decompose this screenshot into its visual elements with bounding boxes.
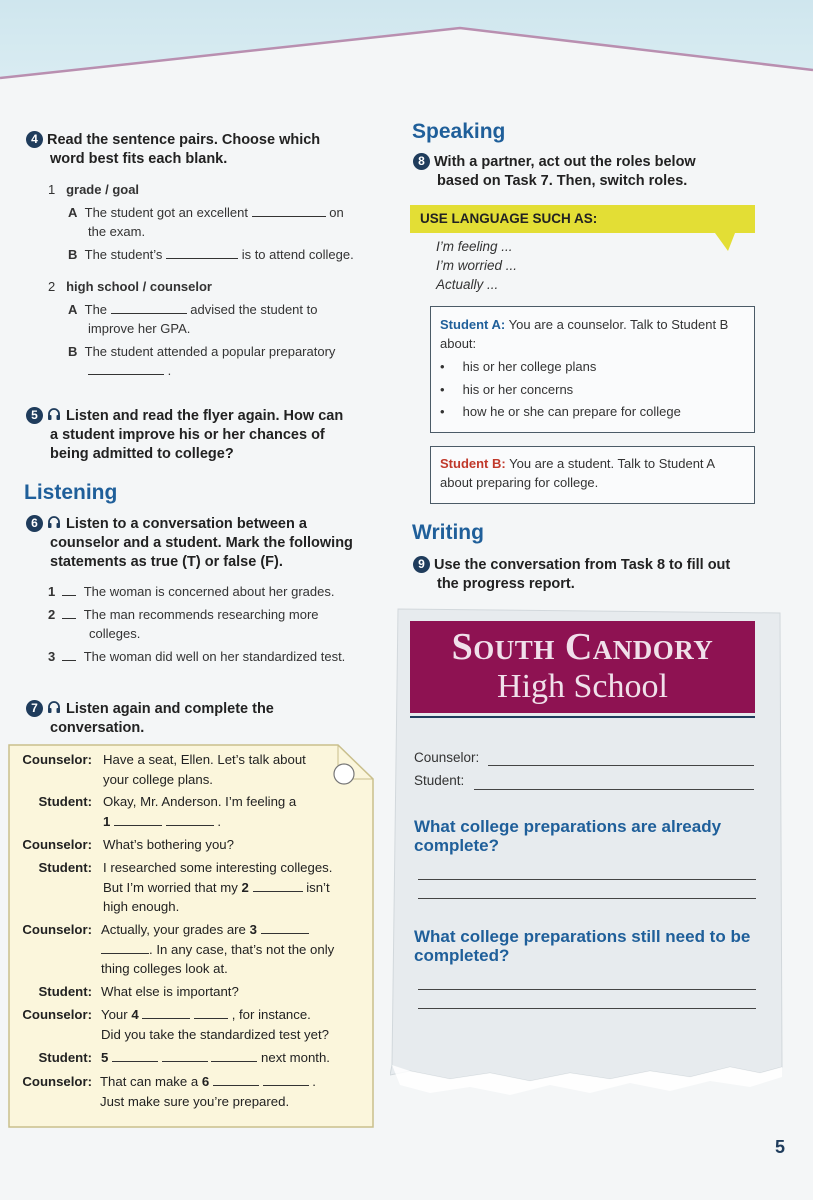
counselor-field[interactable]	[488, 765, 754, 766]
answer-blank[interactable]	[213, 1073, 259, 1086]
student-a-bullet: • how he or she can prepare for college	[440, 404, 681, 419]
task7-number-badge: 7	[26, 700, 43, 717]
textbook-page: 4 Read the sentence pairs. Choose which word best fits each blank. 1 grade / goal A The student got an excellent on the exam. B The student’s is to attend college. 2 high school / counselor A The advised the student to improve her GPA. B The student attended a popular preparatory . 5 Listen and read the flyer again. How can a student improve his or her chances of being admitted to college? Listening 6 Listen to a conversation between a counselor and a student. Mark the following statements as true (T) or false (F). 1 The woman is concerned about her grades. 2 The man recommends researching more colleges. 3 The woman did well on her standardized test. 7 Listen again and complete the conversation. Counselor: Have a seat, Ellen. Let’s talk about your college plans. Student: Okay, Mr. Anderson. I’m feeling a 1 . Counselor: What’s bothering you? Student: I researched some interesting colleges. But I’m worried that my 2 isn’t high enough. Counselor: Actually, your grades are 3 . In any case, that’s not the only thing colleges look at. Student: What else is important? Counselor: Your 4 , for instance. Did you take the standardized test yet? Student: 5 next month. Counselor: That can make a 6 . Just make sure you’re prepared. Speaking 8 With a partner, act out the roles below based on Task 7. Then, switch roles. USE LANGUAGE SUCH AS: I’m feeling ... I’m worried ... Actually ... Student A: You are a counselor. Talk to Student B about: • his or her college plans • his or her concerns • how he or she can prepare for college Student B: You are a student. Talk to Student A about preparing for college. Writing 9 Use the conversation from Task 8 to fill out the progress report. South Candory High School Counselor: Student: What college preparations are already complete? What college preparations still need to be completed? 5	[0, 0, 813, 1200]
task7-instructions: 7 Listen again and complete the conversation.	[26, 700, 386, 738]
question-2: What college preparations still need to be completed?	[414, 927, 751, 965]
answer-line[interactable]	[418, 879, 756, 880]
answer-blank[interactable]	[112, 1049, 158, 1062]
answer-blank[interactable]	[101, 941, 149, 954]
writing-heading: Writing	[412, 521, 484, 544]
dialogue-line-5: Counselor: Actually, your grades are 3 . In any case, that’s not the only thing colleges look at.	[22, 922, 335, 976]
task6-number-badge: 6	[26, 515, 43, 532]
answer-blank[interactable]	[263, 1073, 309, 1086]
student-a-text: Student A: You are a counselor. Talk to Student B about:	[440, 317, 729, 351]
listening-heading: Listening	[24, 481, 118, 504]
task4-item1-sentence-b: B The student’s is to attend college.	[68, 247, 354, 262]
task5-number-badge: 5	[26, 407, 43, 424]
student-a-bullet: • his or her college plans	[440, 359, 597, 374]
dialogue-line-4: Student: I researched some interesting colleges. But I’m worried that my 2 isn’t high enough.	[38, 860, 333, 914]
language-phrase: Actually ...	[436, 277, 499, 292]
student-b-text: Student B: You are a student. Talk to Student A about preparing for college.	[440, 456, 716, 490]
tf-statement-2: 2 The man recommends researching more colleges.	[48, 607, 319, 641]
school-subtitle: High School	[497, 668, 668, 705]
tf-answer-blank[interactable]	[62, 583, 76, 596]
tf-statement-1: 1 The woman is concerned about her grades.	[48, 584, 335, 599]
use-language-label: USE LANGUAGE SUCH AS:	[420, 211, 598, 226]
student-label: Student:	[414, 773, 465, 788]
student-a-bullet: • his or her concerns	[440, 382, 574, 397]
counselor-label: Counselor:	[414, 750, 480, 765]
task4-item2-sentence-b: B The student attended a popular preparatory .	[68, 344, 336, 378]
headphones-icon	[47, 515, 61, 529]
dialogue-line-7: Counselor: Your 4 , for instance. Did you take the standardized test yet?	[22, 1007, 329, 1042]
language-phrase: I’m worried ...	[436, 258, 518, 273]
student-field[interactable]	[474, 789, 754, 790]
task4-instructions: 4 Read the sentence pairs. Choose which word best fits each blank.	[26, 131, 386, 169]
tf-answer-blank[interactable]	[62, 648, 76, 661]
task6-instructions: 6 Listen to a conversation between a counselor and a student. Mark the following statements as true (T) or false (F).	[26, 515, 386, 572]
answer-blank[interactable]	[166, 246, 238, 259]
school-name: South Candory	[451, 626, 714, 668]
task4-item1-sentence-a: A The student got an excellent on the exam.	[68, 205, 344, 239]
task4-item2-header: 2 high school / counselor	[48, 279, 212, 294]
headphones-icon	[47, 700, 61, 714]
answer-blank[interactable]	[166, 813, 214, 826]
answer-blank[interactable]	[114, 813, 162, 826]
task4-item2-sentence-a: A The advised the student to improve her GPA.	[68, 302, 318, 336]
task9-number-badge: 9	[413, 556, 430, 573]
answer-line[interactable]	[418, 898, 756, 899]
answer-blank[interactable]	[142, 1006, 190, 1019]
answer-blank[interactable]	[162, 1049, 208, 1062]
tf-statement-3: 3 The woman did well on her standardized test.	[48, 649, 346, 664]
answer-blank[interactable]	[88, 362, 164, 375]
answer-blank[interactable]	[111, 301, 187, 314]
answer-blank[interactable]	[194, 1006, 228, 1019]
answer-blank[interactable]	[253, 879, 303, 892]
banner-divider	[410, 716, 755, 718]
dialogue-line-1: Counselor: Have a seat, Ellen. Let’s talk about your college plans.	[22, 752, 306, 787]
answer-line[interactable]	[418, 1008, 756, 1009]
speaking-heading: Speaking	[412, 120, 506, 143]
task9-instructions: 9 Use the conversation from Task 8 to fill out the progress report.	[413, 556, 793, 594]
top-band-page-edge	[0, 0, 813, 110]
page-number: 5	[775, 1137, 786, 1157]
answer-blank[interactable]	[211, 1049, 257, 1062]
task8-instructions: 8 With a partner, act out the roles below based on Task 7. Then, switch roles.	[413, 153, 783, 191]
tf-answer-blank[interactable]	[62, 606, 76, 619]
answer-blank[interactable]	[261, 921, 309, 934]
question-1: What college preparations are already complete?	[414, 817, 722, 855]
dialogue-line-2: Student: Okay, Mr. Anderson. I’m feeling a 1 .	[38, 794, 297, 829]
language-phrase: I’m feeling ...	[436, 239, 513, 254]
answer-blank[interactable]	[252, 204, 326, 217]
headphones-icon	[47, 407, 61, 421]
task4-number-badge: 4	[26, 131, 43, 148]
task8-number-badge: 8	[413, 153, 430, 170]
task4-item1-header: 1 grade / goal	[48, 182, 140, 197]
task5-instructions: 5 Listen and read the flyer again. How can a student improve his or her chances of being admitted to college?	[26, 407, 386, 464]
answer-line[interactable]	[418, 989, 756, 990]
dialogue-line-9: Counselor: That can make a 6 . Just make sure you’re prepared.	[22, 1074, 316, 1109]
